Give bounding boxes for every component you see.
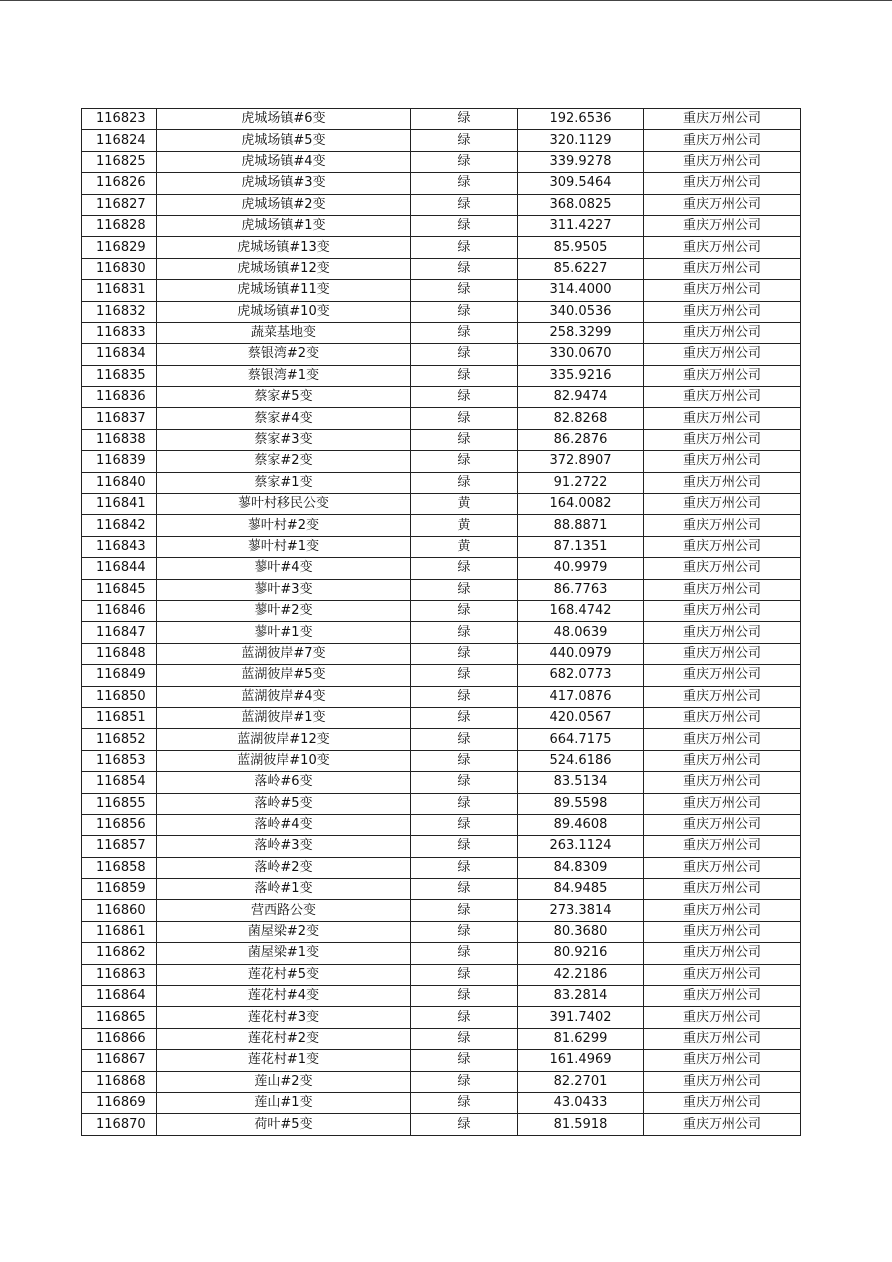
cell-id: 116849 — [82, 665, 157, 686]
cell-transformer-name: 莲花村#1变 — [157, 1050, 411, 1071]
table-row — [82, 258, 801, 279]
cell-status-level: 绿 — [411, 365, 518, 386]
table-row — [82, 579, 801, 600]
cell-transformer-name: 蓝湖彼岸#7变 — [157, 643, 411, 664]
cell-value: 82.2701 — [518, 1071, 644, 1092]
cell-value: 440.0979 — [518, 643, 644, 664]
cell-value: 258.3299 — [518, 322, 644, 343]
cell-id: 116825 — [82, 151, 157, 172]
cell-company: 重庆万州公司 — [644, 814, 801, 835]
table-row — [82, 408, 801, 429]
cell-transformer-name: 蓼叶#1变 — [157, 622, 411, 643]
cell-company: 重庆万州公司 — [644, 836, 801, 857]
cell-transformer-name: 蓝湖彼岸#4变 — [157, 686, 411, 707]
cell-value: 309.5464 — [518, 173, 644, 194]
cell-value: 340.0536 — [518, 301, 644, 322]
cell-id: 116832 — [82, 301, 157, 322]
cell-company: 重庆万州公司 — [644, 151, 801, 172]
table-row — [82, 686, 801, 707]
cell-company: 重庆万州公司 — [644, 322, 801, 343]
cell-id: 116866 — [82, 1028, 157, 1049]
cell-transformer-name: 蔡家#3变 — [157, 429, 411, 450]
table-row — [82, 900, 801, 921]
cell-id: 116836 — [82, 387, 157, 408]
cell-id: 116865 — [82, 1007, 157, 1028]
cell-value: 420.0567 — [518, 707, 644, 728]
cell-id: 116848 — [82, 643, 157, 664]
table-row — [82, 622, 801, 643]
cell-transformer-name: 蔡家#2变 — [157, 451, 411, 472]
cell-transformer-name: 虎城场镇#5变 — [157, 130, 411, 151]
cell-value: 85.9505 — [518, 237, 644, 258]
cell-value: 161.4969 — [518, 1050, 644, 1071]
cell-transformer-name: 莲花村#2变 — [157, 1028, 411, 1049]
cell-status-level: 绿 — [411, 408, 518, 429]
cell-value: 524.6186 — [518, 750, 644, 771]
cell-status-level: 绿 — [411, 900, 518, 921]
cell-status-level: 黄 — [411, 494, 518, 515]
cell-id: 116852 — [82, 729, 157, 750]
table-row — [82, 964, 801, 985]
table-row — [82, 857, 801, 878]
cell-value: 368.0825 — [518, 194, 644, 215]
cell-company: 重庆万州公司 — [644, 986, 801, 1007]
cell-transformer-name: 荷叶#5变 — [157, 1114, 411, 1135]
cell-id: 116870 — [82, 1114, 157, 1135]
table-row — [82, 322, 801, 343]
cell-company: 重庆万州公司 — [644, 301, 801, 322]
cell-status-level: 绿 — [411, 558, 518, 579]
cell-status-level: 黄 — [411, 536, 518, 557]
table-row — [82, 793, 801, 814]
cell-status-level: 绿 — [411, 1028, 518, 1049]
cell-value: 89.4608 — [518, 814, 644, 835]
cell-transformer-name: 蓝湖彼岸#12变 — [157, 729, 411, 750]
cell-id: 116827 — [82, 194, 157, 215]
table-row — [82, 986, 801, 1007]
cell-status-level: 绿 — [411, 964, 518, 985]
cell-status-level: 绿 — [411, 814, 518, 835]
cell-status-level: 绿 — [411, 986, 518, 1007]
cell-company: 重庆万州公司 — [644, 900, 801, 921]
table-row — [82, 280, 801, 301]
cell-value: 314.4000 — [518, 280, 644, 301]
cell-id: 116839 — [82, 451, 157, 472]
cell-company: 重庆万州公司 — [644, 536, 801, 557]
table-row — [82, 109, 801, 130]
transformer-table — [81, 108, 801, 1136]
table-row — [82, 301, 801, 322]
table-row — [82, 558, 801, 579]
cell-status-level: 绿 — [411, 665, 518, 686]
cell-status-level: 绿 — [411, 1114, 518, 1135]
cell-value: 85.6227 — [518, 258, 644, 279]
cell-id: 116828 — [82, 215, 157, 236]
cell-company: 重庆万州公司 — [644, 130, 801, 151]
cell-status-level: 绿 — [411, 921, 518, 942]
cell-id: 116835 — [82, 365, 157, 386]
cell-company: 重庆万州公司 — [644, 1007, 801, 1028]
cell-transformer-name: 落岭#2变 — [157, 857, 411, 878]
table-row — [82, 600, 801, 621]
cell-id: 116845 — [82, 579, 157, 600]
cell-company: 重庆万州公司 — [644, 215, 801, 236]
table-row — [82, 729, 801, 750]
cell-company: 重庆万州公司 — [644, 1114, 801, 1135]
cell-status-level: 绿 — [411, 215, 518, 236]
cell-transformer-name: 蔡银湾#1变 — [157, 365, 411, 386]
cell-status-level: 绿 — [411, 600, 518, 621]
cell-value: 168.4742 — [518, 600, 644, 621]
cell-value: 339.9278 — [518, 151, 644, 172]
cell-value: 417.0876 — [518, 686, 644, 707]
cell-transformer-name: 落岭#5变 — [157, 793, 411, 814]
table-row — [82, 943, 801, 964]
cell-status-level: 绿 — [411, 879, 518, 900]
table-row — [82, 879, 801, 900]
cell-value: 311.4227 — [518, 215, 644, 236]
cell-transformer-name: 莲花村#4变 — [157, 986, 411, 1007]
cell-id: 116824 — [82, 130, 157, 151]
cell-value: 80.3680 — [518, 921, 644, 942]
cell-id: 116857 — [82, 836, 157, 857]
table-row — [82, 472, 801, 493]
cell-id: 116834 — [82, 344, 157, 365]
table-row — [82, 151, 801, 172]
table-row — [82, 1007, 801, 1028]
cell-id: 116831 — [82, 280, 157, 301]
cell-status-level: 绿 — [411, 857, 518, 878]
cell-company: 重庆万州公司 — [644, 921, 801, 942]
cell-transformer-name: 虎城场镇#1变 — [157, 215, 411, 236]
cell-transformer-name: 落岭#4变 — [157, 814, 411, 835]
cell-company: 重庆万州公司 — [644, 1071, 801, 1092]
cell-id: 116859 — [82, 879, 157, 900]
cell-status-level: 绿 — [411, 151, 518, 172]
cell-transformer-name: 落岭#1变 — [157, 879, 411, 900]
cell-status-level: 绿 — [411, 729, 518, 750]
cell-value: 91.2722 — [518, 472, 644, 493]
cell-value: 164.0082 — [518, 494, 644, 515]
cell-value: 82.9474 — [518, 387, 644, 408]
cell-status-level: 绿 — [411, 194, 518, 215]
cell-transformer-name: 蔡家#1变 — [157, 472, 411, 493]
cell-id: 116862 — [82, 943, 157, 964]
table-row — [82, 1050, 801, 1071]
cell-status-level: 绿 — [411, 579, 518, 600]
cell-company: 重庆万州公司 — [644, 622, 801, 643]
table-row — [82, 921, 801, 942]
cell-value: 89.5598 — [518, 793, 644, 814]
cell-company: 重庆万州公司 — [644, 686, 801, 707]
cell-value: 84.9485 — [518, 879, 644, 900]
cell-status-level: 绿 — [411, 472, 518, 493]
cell-company: 重庆万州公司 — [644, 280, 801, 301]
cell-transformer-name: 莲山#2变 — [157, 1071, 411, 1092]
table-row — [82, 1071, 801, 1092]
cell-company: 重庆万州公司 — [644, 750, 801, 771]
cell-value: 43.0433 — [518, 1092, 644, 1113]
cell-value: 273.3814 — [518, 900, 644, 921]
cell-id: 116854 — [82, 772, 157, 793]
cell-id: 116823 — [82, 109, 157, 130]
cell-transformer-name: 蔬菜基地变 — [157, 322, 411, 343]
cell-company: 重庆万州公司 — [644, 237, 801, 258]
table-row — [82, 1028, 801, 1049]
cell-company: 重庆万州公司 — [644, 665, 801, 686]
table-row — [82, 344, 801, 365]
cell-company: 重庆万州公司 — [644, 964, 801, 985]
cell-company: 重庆万州公司 — [644, 387, 801, 408]
cell-company: 重庆万州公司 — [644, 258, 801, 279]
cell-transformer-name: 虎城场镇#13变 — [157, 237, 411, 258]
cell-id: 116840 — [82, 472, 157, 493]
cell-id: 116838 — [82, 429, 157, 450]
cell-id: 116846 — [82, 600, 157, 621]
cell-status-level: 绿 — [411, 750, 518, 771]
cell-value: 320.1129 — [518, 130, 644, 151]
cell-value: 48.0639 — [518, 622, 644, 643]
table-row — [82, 1114, 801, 1135]
cell-status-level: 绿 — [411, 1071, 518, 1092]
cell-transformer-name: 落岭#3变 — [157, 836, 411, 857]
table-row — [82, 194, 801, 215]
cell-status-level: 绿 — [411, 344, 518, 365]
cell-value: 82.8268 — [518, 408, 644, 429]
cell-id: 116837 — [82, 408, 157, 429]
cell-transformer-name: 虎城场镇#6变 — [157, 109, 411, 130]
cell-company: 重庆万州公司 — [644, 729, 801, 750]
cell-value: 263.1124 — [518, 836, 644, 857]
cell-status-level: 黄 — [411, 515, 518, 536]
cell-value: 330.0670 — [518, 344, 644, 365]
cell-status-level: 绿 — [411, 130, 518, 151]
cell-company: 重庆万州公司 — [644, 558, 801, 579]
cell-transformer-name: 莲花村#3变 — [157, 1007, 411, 1028]
cell-id: 116864 — [82, 986, 157, 1007]
cell-value: 81.6299 — [518, 1028, 644, 1049]
cell-company: 重庆万州公司 — [644, 408, 801, 429]
cell-transformer-name: 菌屋梁#1变 — [157, 943, 411, 964]
table-row — [82, 836, 801, 857]
page-top-border — [0, 0, 892, 1]
table-row — [82, 451, 801, 472]
cell-status-level: 绿 — [411, 622, 518, 643]
cell-transformer-name: 虎城场镇#2变 — [157, 194, 411, 215]
cell-status-level: 绿 — [411, 793, 518, 814]
table-row — [82, 772, 801, 793]
cell-id: 116861 — [82, 921, 157, 942]
cell-value: 84.8309 — [518, 857, 644, 878]
cell-value: 88.8871 — [518, 515, 644, 536]
table-row — [82, 515, 801, 536]
cell-transformer-name: 蓝湖彼岸#5变 — [157, 665, 411, 686]
table-row — [82, 237, 801, 258]
cell-transformer-name: 蔡银湾#2变 — [157, 344, 411, 365]
cell-status-level: 绿 — [411, 322, 518, 343]
cell-transformer-name: 蔡家#5变 — [157, 387, 411, 408]
cell-id: 116869 — [82, 1092, 157, 1113]
table-row — [82, 643, 801, 664]
cell-status-level: 绿 — [411, 387, 518, 408]
cell-company: 重庆万州公司 — [644, 943, 801, 964]
cell-id: 116841 — [82, 494, 157, 515]
table-row — [82, 494, 801, 515]
cell-company: 重庆万州公司 — [644, 793, 801, 814]
cell-transformer-name: 虎城场镇#12变 — [157, 258, 411, 279]
cell-id: 116833 — [82, 322, 157, 343]
cell-company: 重庆万州公司 — [644, 194, 801, 215]
cell-id: 116860 — [82, 900, 157, 921]
cell-transformer-name: 菌屋梁#2变 — [157, 921, 411, 942]
cell-value: 391.7402 — [518, 1007, 644, 1028]
cell-value: 87.1351 — [518, 536, 644, 557]
cell-status-level: 绿 — [411, 943, 518, 964]
cell-value: 40.9979 — [518, 558, 644, 579]
cell-company: 重庆万州公司 — [644, 1028, 801, 1049]
cell-transformer-name: 蓝湖彼岸#10变 — [157, 750, 411, 771]
cell-company: 重庆万州公司 — [644, 451, 801, 472]
cell-status-level: 绿 — [411, 301, 518, 322]
cell-value: 83.2814 — [518, 986, 644, 1007]
cell-value: 372.8907 — [518, 451, 644, 472]
cell-transformer-name: 虎城场镇#10变 — [157, 301, 411, 322]
table-row — [82, 387, 801, 408]
cell-status-level: 绿 — [411, 280, 518, 301]
cell-id: 116830 — [82, 258, 157, 279]
cell-value: 86.7763 — [518, 579, 644, 600]
cell-status-level: 绿 — [411, 237, 518, 258]
cell-id: 116826 — [82, 173, 157, 194]
cell-status-level: 绿 — [411, 643, 518, 664]
table-row — [82, 536, 801, 557]
cell-company: 重庆万州公司 — [644, 857, 801, 878]
cell-id: 116842 — [82, 515, 157, 536]
cell-company: 重庆万州公司 — [644, 365, 801, 386]
cell-status-level: 绿 — [411, 258, 518, 279]
cell-transformer-name: 蓼叶村移民公变 — [157, 494, 411, 515]
cell-status-level: 绿 — [411, 686, 518, 707]
cell-transformer-name: 蓼叶#2变 — [157, 600, 411, 621]
table-row — [82, 130, 801, 151]
cell-status-level: 绿 — [411, 1092, 518, 1113]
cell-status-level: 绿 — [411, 1007, 518, 1028]
cell-value: 42.2186 — [518, 964, 644, 985]
cell-transformer-name: 虎城场镇#4变 — [157, 151, 411, 172]
cell-company: 重庆万州公司 — [644, 109, 801, 130]
cell-status-level: 绿 — [411, 429, 518, 450]
cell-company: 重庆万州公司 — [644, 772, 801, 793]
cell-company: 重庆万州公司 — [644, 429, 801, 450]
table-row — [82, 365, 801, 386]
cell-value: 192.6536 — [518, 109, 644, 130]
cell-company: 重庆万州公司 — [644, 494, 801, 515]
table-row — [82, 173, 801, 194]
table-row — [82, 707, 801, 728]
cell-company: 重庆万州公司 — [644, 643, 801, 664]
table-row — [82, 814, 801, 835]
cell-company: 重庆万州公司 — [644, 173, 801, 194]
cell-transformer-name: 蓼叶#4变 — [157, 558, 411, 579]
cell-id: 116856 — [82, 814, 157, 835]
cell-status-level: 绿 — [411, 1050, 518, 1071]
cell-value: 682.0773 — [518, 665, 644, 686]
table-row — [82, 429, 801, 450]
cell-id: 116844 — [82, 558, 157, 579]
cell-value: 83.5134 — [518, 772, 644, 793]
cell-status-level: 绿 — [411, 707, 518, 728]
cell-transformer-name: 虎城场镇#11变 — [157, 280, 411, 301]
cell-transformer-name: 莲花村#5变 — [157, 964, 411, 985]
cell-transformer-name: 蓼叶#3变 — [157, 579, 411, 600]
cell-company: 重庆万州公司 — [644, 1050, 801, 1071]
cell-value: 80.9216 — [518, 943, 644, 964]
cell-id: 116863 — [82, 964, 157, 985]
cell-id: 116850 — [82, 686, 157, 707]
cell-transformer-name: 蔡家#4变 — [157, 408, 411, 429]
cell-company: 重庆万州公司 — [644, 879, 801, 900]
cell-company: 重庆万州公司 — [644, 515, 801, 536]
cell-transformer-name: 蓝湖彼岸#1变 — [157, 707, 411, 728]
cell-transformer-name: 莲山#1变 — [157, 1092, 411, 1113]
cell-id: 116858 — [82, 857, 157, 878]
cell-transformer-name: 虎城场镇#3变 — [157, 173, 411, 194]
cell-transformer-name: 营西路公变 — [157, 900, 411, 921]
cell-status-level: 绿 — [411, 173, 518, 194]
cell-status-level: 绿 — [411, 772, 518, 793]
cell-company: 重庆万州公司 — [644, 600, 801, 621]
cell-company: 重庆万州公司 — [644, 707, 801, 728]
cell-company: 重庆万州公司 — [644, 1092, 801, 1113]
cell-company: 重庆万州公司 — [644, 472, 801, 493]
cell-id: 116851 — [82, 707, 157, 728]
table-row — [82, 215, 801, 236]
cell-id: 116847 — [82, 622, 157, 643]
cell-transformer-name: 蓼叶村#2变 — [157, 515, 411, 536]
table-body — [82, 109, 801, 1136]
cell-status-level: 绿 — [411, 109, 518, 130]
cell-id: 116855 — [82, 793, 157, 814]
cell-company: 重庆万州公司 — [644, 344, 801, 365]
cell-transformer-name: 蓼叶村#1变 — [157, 536, 411, 557]
table-row — [82, 750, 801, 771]
cell-value: 86.2876 — [518, 429, 644, 450]
cell-id: 116843 — [82, 536, 157, 557]
cell-company: 重庆万州公司 — [644, 579, 801, 600]
cell-id: 116868 — [82, 1071, 157, 1092]
table-row — [82, 665, 801, 686]
cell-value: 335.9216 — [518, 365, 644, 386]
cell-status-level: 绿 — [411, 451, 518, 472]
cell-id: 116853 — [82, 750, 157, 771]
cell-value: 664.7175 — [518, 729, 644, 750]
cell-status-level: 绿 — [411, 836, 518, 857]
table-row — [82, 1092, 801, 1113]
cell-value: 81.5918 — [518, 1114, 644, 1135]
cell-id: 116867 — [82, 1050, 157, 1071]
cell-id: 116829 — [82, 237, 157, 258]
cell-transformer-name: 落岭#6变 — [157, 772, 411, 793]
